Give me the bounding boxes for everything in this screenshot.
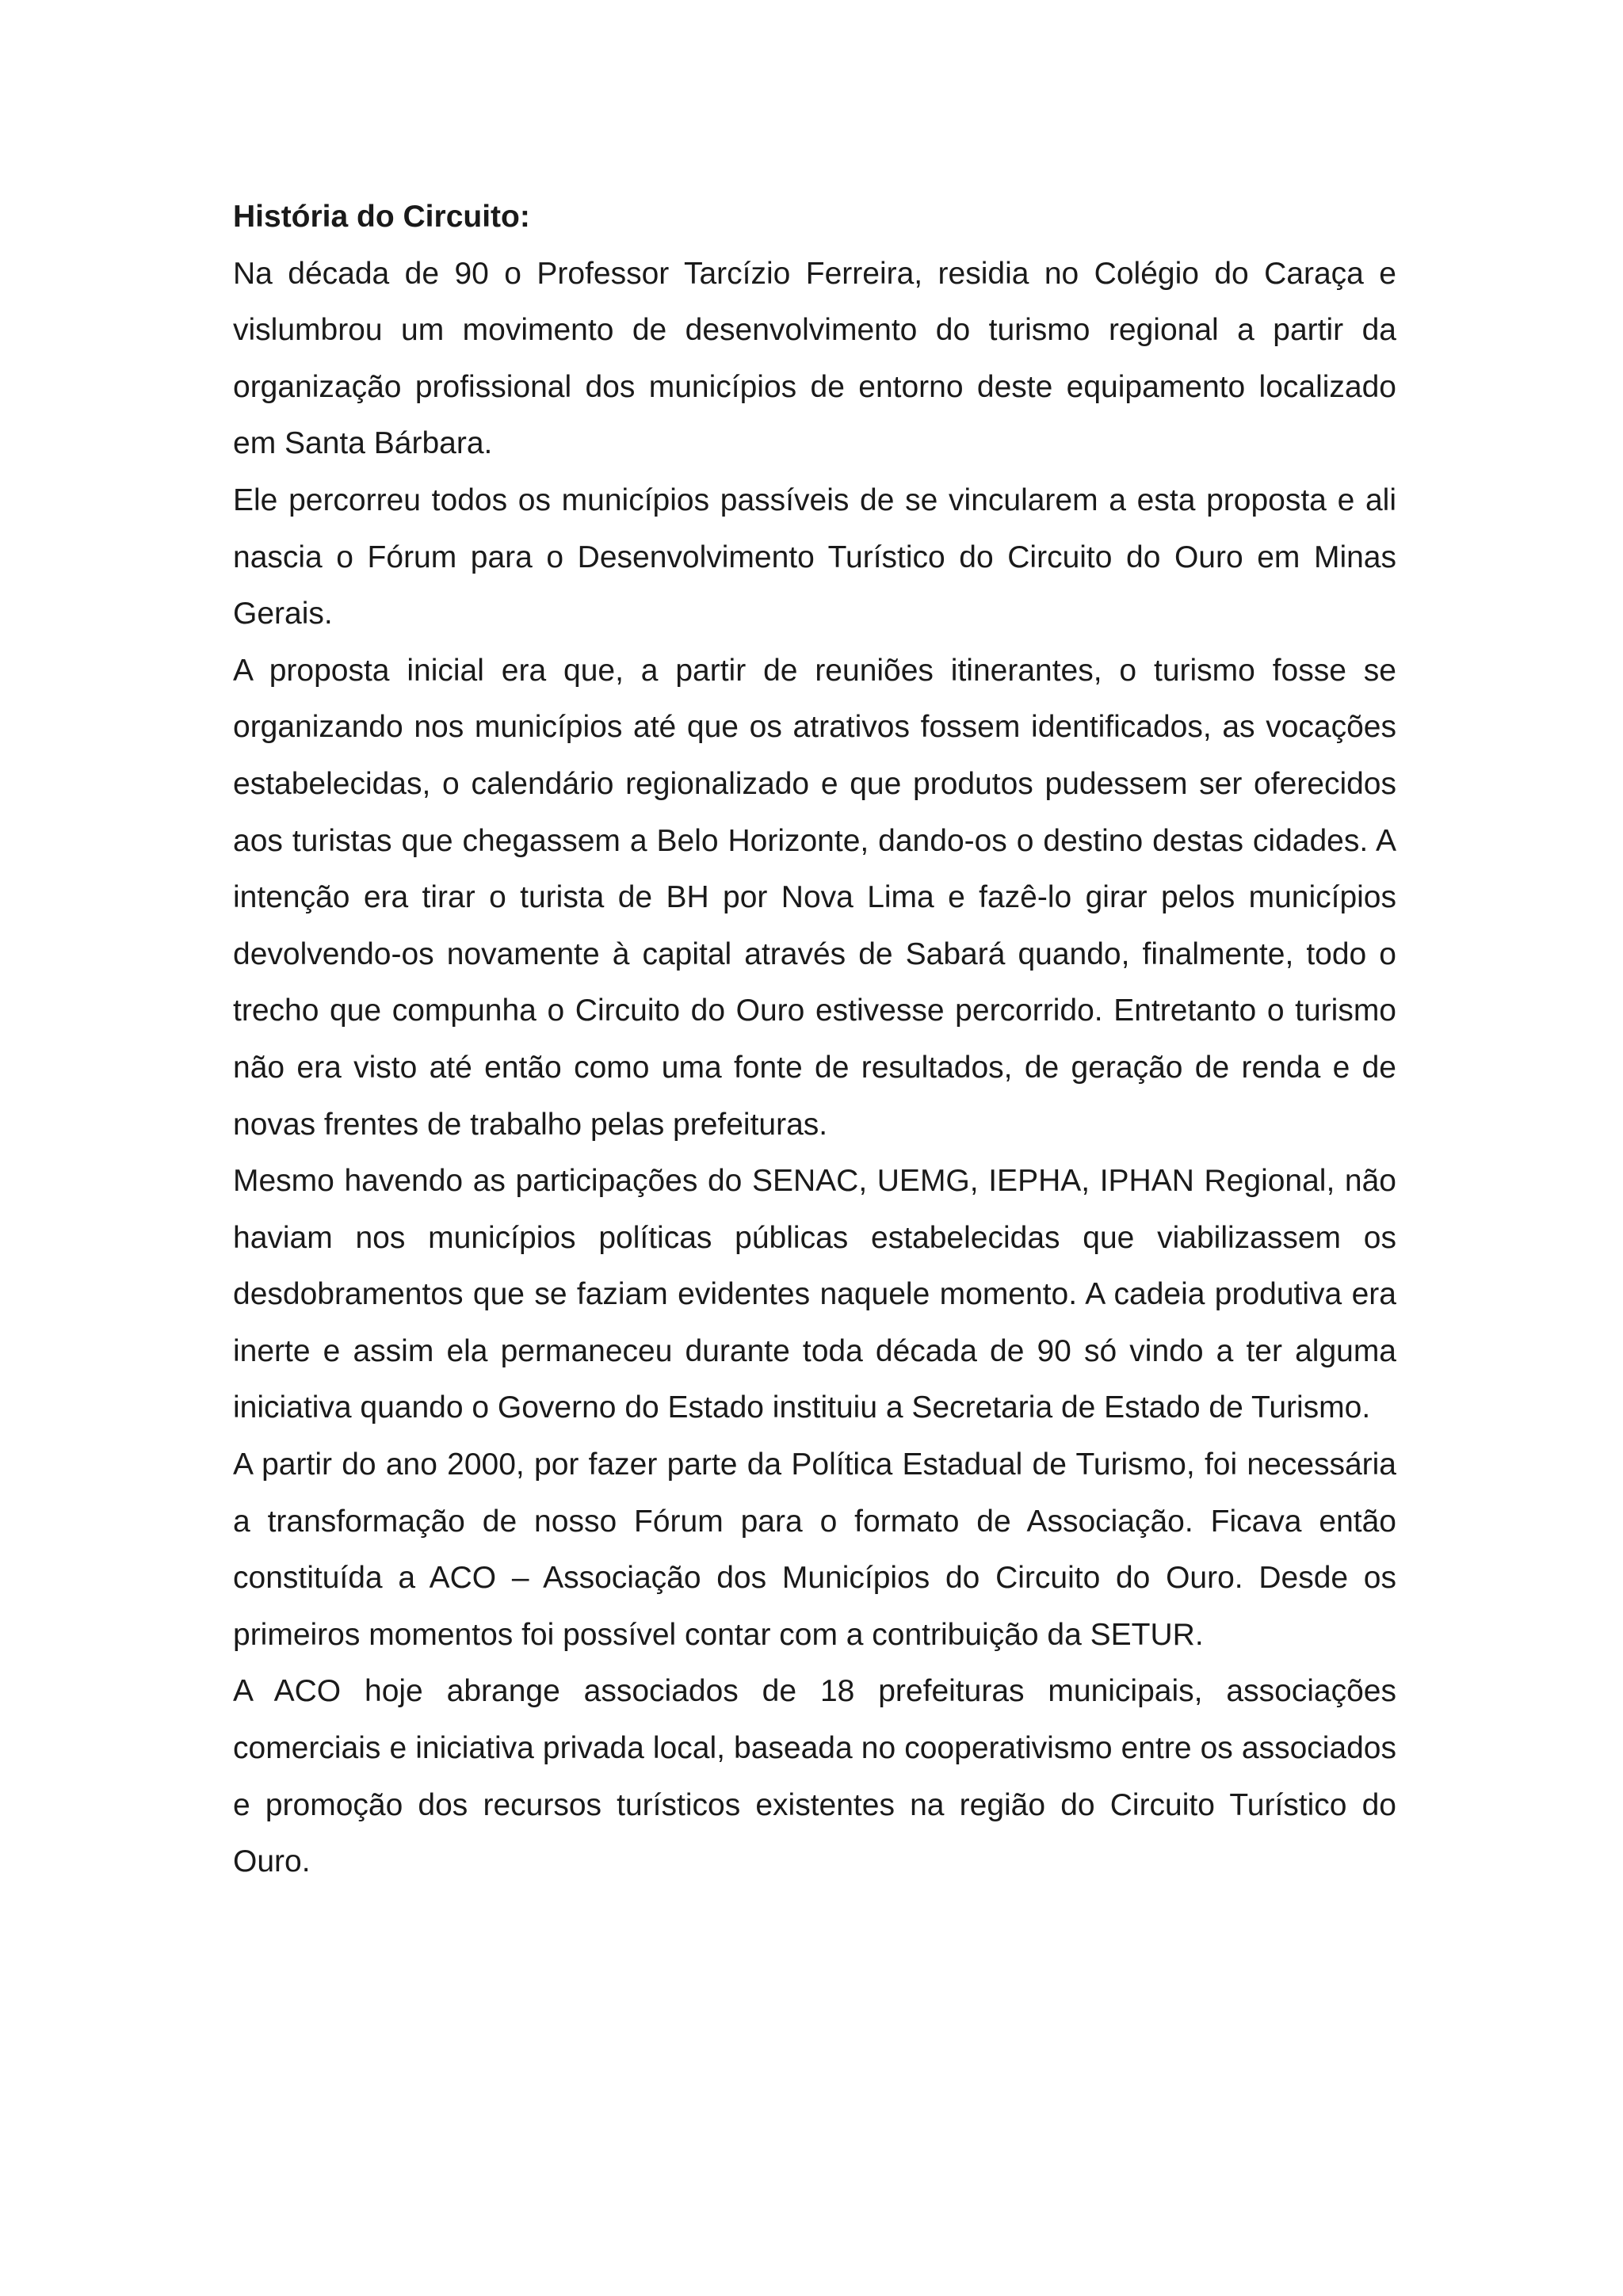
paragraph-forum: Ele percorreu todos os municípios passíveis de se vincularem a esta proposta e ali nascia o Fórum para o Desenvolvimento Turístico do Circuito do Ouro em Minas Gerais. bbox=[233, 482, 1396, 631]
paragraph-origin: Na década de 90 o Professor Tarcízio Ferreira, residia no Colégio do Caraça e vislumbrou um movimento de desenvolvimento do turismo regional a partir da organização profissional dos municípios de entorno deste equipamento localizado em Santa Bárbara. bbox=[233, 256, 1396, 461]
section-heading: História do Circuito: bbox=[233, 200, 530, 234]
paragraph-participations: Mesmo havendo as participações do SENAC, UEMG, IEPHA, IPHAN Regional, não haviam nos municípios políticas públicas estabelecidas que viabilizassem os desdobramentos que se faziam evidentes naquele momento. A cadeia produtiva era inerte e assim ela permaneceu durante toda década de 90 só vindo a ter alguma iniciativa quando o Governo do Estado instituiu a Secretaria de Estado de Turismo. bbox=[233, 1164, 1396, 1425]
paragraph-association: A partir do ano 2000, por fazer parte da Política Estadual de Turismo, foi necessária a transformação de nosso Fórum para o formato de Associação. Ficava então constituída a ACO – Associação dos Municípios do Circuito do Ouro. Desde os primeiros momentos foi possível contar com a contribuição da SETUR. bbox=[233, 1447, 1396, 1652]
paragraph-initial-proposal: A proposta inicial era que, a partir de reuniões itinerantes, o turismo fosse se organizando nos municípios até que os atrativos fossem identificados, as vocações estabelecidas, o calendário regionalizado e que produtos pudessem ser oferecidos aos turistas que chegassem a Belo Horizonte, dando-os o destino destas cidades. A intenção era tirar o turista de BH por Nova Lima e fazê-lo girar pelos municípios devolvendo-os novamente à capital através de Sabará quando, finalmente, todo o trecho que compunha o Circuito do Ouro estivesse percorrido. Entretanto o turismo não era visto até então como uma fonte de resultados, de geração de renda e de novas frentes de trabalho pelas prefeituras. bbox=[233, 653, 1396, 1142]
document-body bbox=[233, 189, 1396, 1890]
paragraph-aco-today: A ACO hoje abrange associados de 18 prefeituras municipais, associações comerciais e iniciativa privada local, baseada no cooperativismo entre os associados e promoção dos recursos turísticos existentes na região do Circuito Turístico do Ouro. bbox=[233, 1674, 1396, 1879]
